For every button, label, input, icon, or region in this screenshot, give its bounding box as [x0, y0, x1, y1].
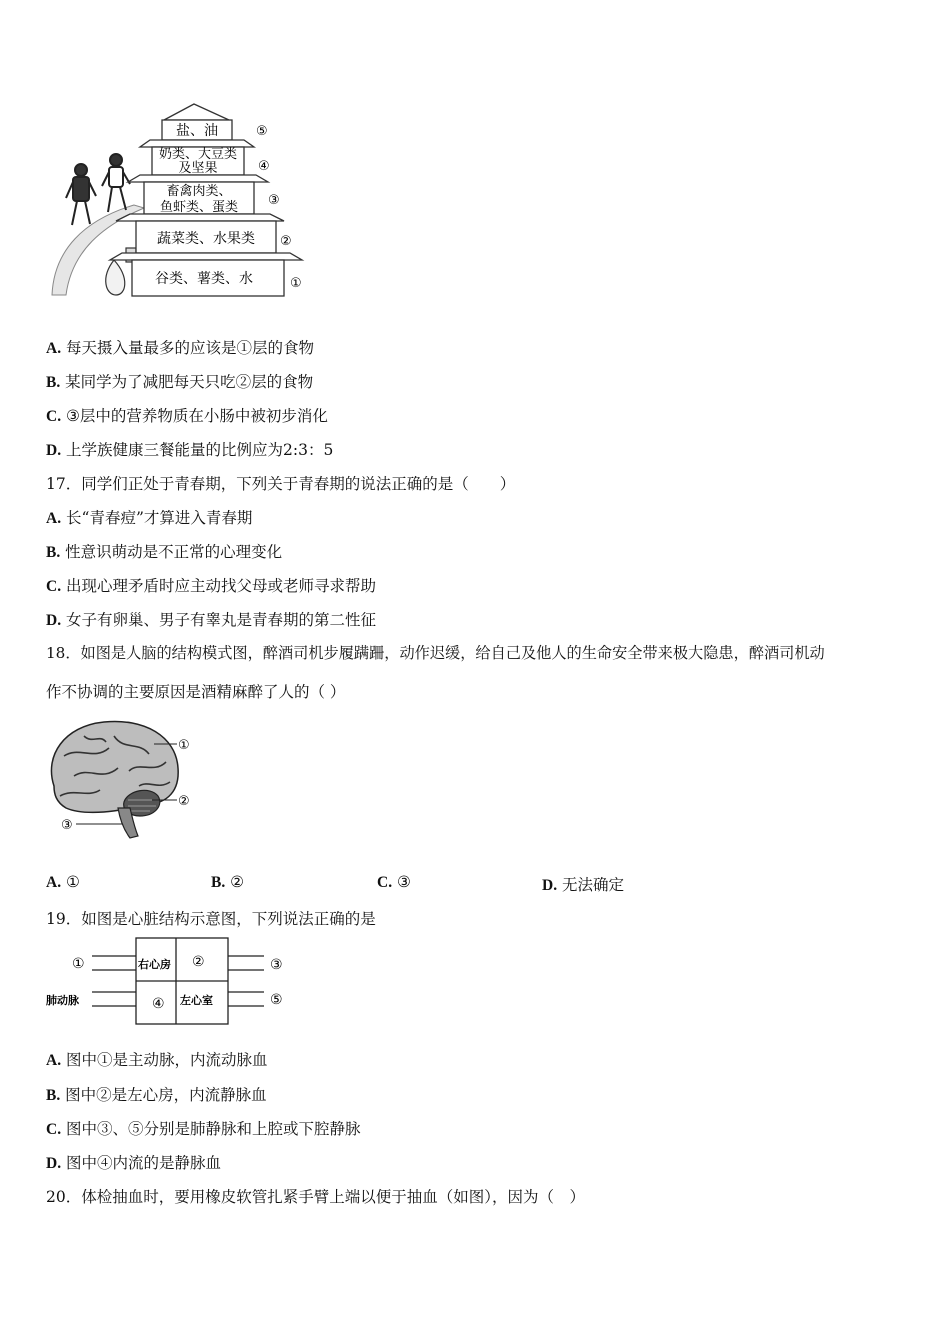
option-label: D.: [46, 1155, 62, 1172]
option-label: B.: [211, 874, 226, 891]
option-text: 图中④内流的是静脉血: [66, 1154, 222, 1172]
option-text: 图中②是左心房，内流静脉血: [65, 1086, 267, 1104]
q16-option-b[interactable]: [46, 370, 313, 392]
layer5-text: 盐、油: [176, 123, 218, 139]
brain-figure: [44, 716, 204, 844]
q19-option-a[interactable]: [46, 1048, 268, 1070]
q20-stem: 20．体检抽血时，要用橡皮软管扎紧手臂上端以便于抽血（如图），因为（ ）: [46, 1188, 585, 1206]
option-label: D.: [46, 612, 62, 629]
q16-option-a[interactable]: [46, 336, 314, 358]
brain-label-2: ②: [178, 794, 190, 809]
option-text: 图中③、⑤分别是肺静脉和上腔或下腔静脉: [66, 1120, 361, 1138]
option-text: 性意识萌动是不正常的心理变化: [65, 543, 283, 561]
heart-label-5: ⑤: [270, 992, 283, 1008]
option-label: A.: [46, 1052, 62, 1069]
heart-diagram-figure: [44, 934, 304, 1030]
q19-option-b[interactable]: [46, 1083, 267, 1105]
q18-option-c[interactable]: [377, 873, 411, 892]
q18-option-b[interactable]: [211, 873, 244, 892]
option-label: D.: [542, 877, 558, 894]
option-label: B.: [46, 1087, 61, 1104]
food-pyramid-figure: [44, 100, 314, 305]
option-text: ②: [230, 873, 245, 891]
option-text: 长“青春痘”才算进入青春期: [66, 509, 253, 527]
q17-option-a[interactable]: [46, 506, 252, 528]
layer2-text: 蔬菜类、水果类: [157, 231, 255, 247]
layer3-num: ③: [268, 193, 280, 208]
q16-option-c[interactable]: [46, 404, 328, 426]
option-label: B.: [46, 544, 61, 561]
runner-woman-icon: [102, 154, 130, 212]
q19-stem: 19．如图是心脏结构示意图，下列说法正确的是: [46, 910, 376, 928]
q19-option-d[interactable]: [46, 1151, 221, 1173]
option-text: 图中①是主动脉，内流动脉血: [66, 1051, 268, 1069]
brain-label-1: ①: [178, 738, 190, 753]
layer3-text-a: 畜禽肉类、: [166, 184, 232, 199]
option-label: C.: [46, 1121, 62, 1138]
option-text: 上学族健康三餐能量的比例应为2:3：5: [66, 441, 334, 459]
q18-option-a[interactable]: [46, 873, 80, 892]
option-label: A.: [46, 510, 62, 527]
heart-label-right-atrium: 右心房: [138, 958, 171, 971]
option-text: ①: [66, 873, 80, 891]
layer1-num: ①: [290, 276, 302, 291]
option-label: A.: [46, 340, 62, 357]
layer2-num: ②: [280, 234, 292, 249]
option-label: C.: [46, 578, 62, 595]
q18-stem-line2: 作不协调的主要原因是酒精麻醉了人的（ ）: [46, 683, 346, 701]
q18-stem-line1: 18．如图是人脑的结构模式图，醉酒司机步履蹒跚，动作迟缓，给自己及他人的生命安全带来极大隐患，醉酒司机动: [46, 644, 825, 662]
heart-label-2: ②: [192, 954, 205, 970]
q17-option-d[interactable]: [46, 608, 376, 630]
q17-option-b[interactable]: [46, 540, 282, 562]
option-label: C.: [46, 408, 62, 425]
layer1-text: 谷类、薯类、水: [155, 271, 253, 287]
option-text: 某同学为了减肥每天只吃②层的食物: [65, 373, 314, 391]
layer4-num: ④: [258, 159, 270, 174]
q18-option-d[interactable]: [542, 873, 624, 895]
heart-label-3: ③: [270, 957, 283, 973]
brain-label-3: ③: [61, 818, 73, 833]
option-label: B.: [46, 374, 61, 391]
heart-label-pulmonary-artery: 肺动脉: [46, 994, 79, 1007]
q16-option-d[interactable]: [46, 438, 333, 460]
layer4-text-b: 及坚果: [178, 161, 218, 176]
heart-label-left-ventricle: 左心室: [180, 994, 213, 1007]
q19-option-c[interactable]: [46, 1117, 361, 1139]
option-text: 每天摄入量最多的应该是①层的食物: [66, 339, 315, 357]
option-text: 出现心理矛盾时应主动找父母或老师寻求帮助: [66, 577, 377, 595]
option-text: 无法确定: [562, 876, 625, 894]
option-label: C.: [377, 874, 393, 891]
option-text: 女子有卵巢、男子有睾丸是青春期的第二性征: [66, 611, 377, 629]
layer3-text-b: 鱼虾类、蛋类: [159, 200, 239, 215]
option-text: ③: [397, 873, 411, 891]
layer4-text-a: 奶类、大豆类: [158, 147, 238, 162]
q17-stem: 17．同学们正处于青春期，下列关于青春期的说法正确的是（ ）: [46, 475, 516, 493]
layer5-num: ⑤: [256, 124, 268, 139]
option-text: ③层中的营养物质在小肠中被初步消化: [66, 407, 328, 425]
q17-option-c[interactable]: [46, 574, 376, 596]
runner-man-icon: [66, 164, 96, 225]
heart-label-1: ①: [72, 956, 85, 972]
option-label: A.: [46, 874, 62, 891]
heart-label-4: ④: [152, 996, 165, 1012]
option-label: D.: [46, 442, 62, 459]
